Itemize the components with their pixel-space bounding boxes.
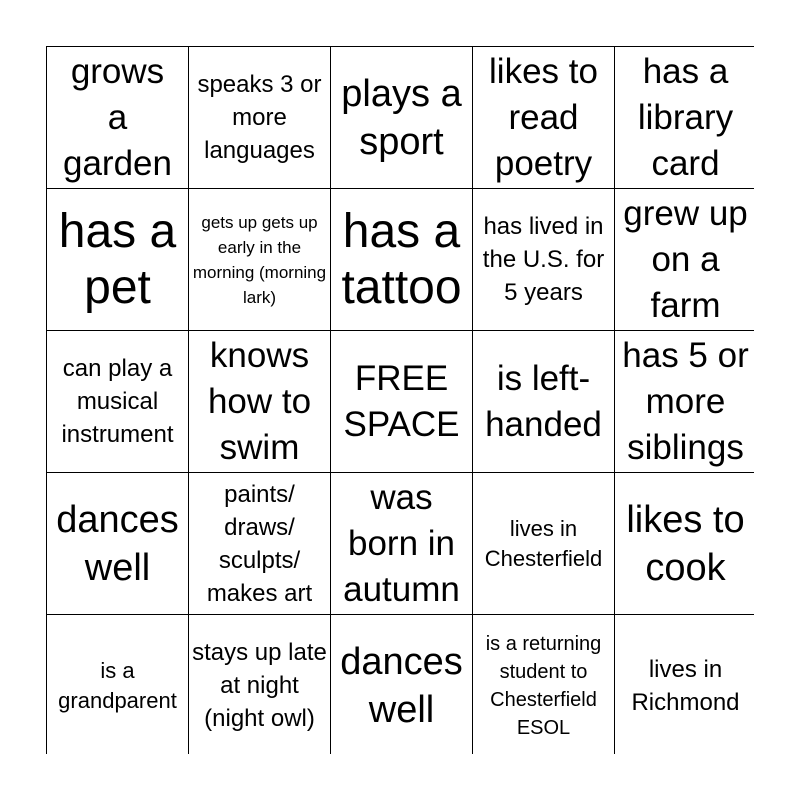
bingo-cell[interactable] [473,473,614,614]
cell-text: gets up gets up early in the morning (morning lark) [192,212,327,307]
bingo-cell[interactable] [615,189,756,330]
bingo-cell[interactable] [189,331,330,472]
bingo-cell[interactable] [615,473,756,614]
bingo-cell[interactable] [331,473,472,614]
bingo-cell[interactable] [47,473,188,614]
cell-text: has a tattoo [341,204,462,314]
cell-text: lives in Chesterfield [484,515,603,571]
cell-text: stays up late at night (night owl) [192,639,327,732]
cell-text: is a grandparent [58,657,177,713]
bingo-cell[interactable] [189,615,330,756]
bingo-cell[interactable] [615,47,756,188]
bingo-cell[interactable] [473,189,614,330]
free-space-cell[interactable] [331,331,472,472]
cell-text: has a pet [58,204,177,314]
cell-text: speaks 3 or more languages [197,71,322,164]
cell-text: grows a garden [63,51,172,183]
bingo-cell[interactable] [615,615,756,756]
bingo-board [46,46,754,754]
cell-text: lives in Richmond [631,655,740,716]
cell-text: has 5 or more siblings [622,335,749,467]
cell-text: grew up on a farm [623,193,748,325]
cell-text: was born in autumn [343,477,460,609]
bingo-cell[interactable] [189,189,330,330]
cell-text: has a library card [637,51,734,183]
cell-text: plays a sport [341,72,462,163]
cell-text: paints/ draws/ sculpts/ makes art [206,480,313,607]
bingo-cell[interactable] [47,615,188,756]
cell-text: knows how to swim [207,335,312,467]
bingo-cell[interactable] [47,331,188,472]
bingo-cell[interactable] [189,47,330,188]
bingo-cell[interactable] [615,331,756,472]
bingo-cell[interactable] [331,615,472,756]
bingo-cell[interactable] [331,47,472,188]
cell-text: dances well [56,498,179,589]
cell-text: is a returning student to Chesterfield ESOL [485,632,602,739]
cell-text: can play a musical instrument [61,355,174,448]
bingo-cell[interactable] [331,189,472,330]
cell-text: dances well [340,640,463,731]
bingo-cell[interactable] [473,615,614,756]
cell-text: is left-handed [485,358,602,444]
bingo-cell[interactable] [47,47,188,188]
cell-text: likes to read poetry [489,51,598,183]
bingo-cell[interactable] [47,189,188,330]
bingo-cell[interactable] [473,331,614,472]
cell-text: FREE SPACE [343,358,460,444]
bingo-cell[interactable] [473,47,614,188]
bingo-cell[interactable] [189,473,330,614]
cell-text: likes to cook [626,498,745,589]
cell-text: has lived in the U.S. for 5 years [482,213,605,306]
